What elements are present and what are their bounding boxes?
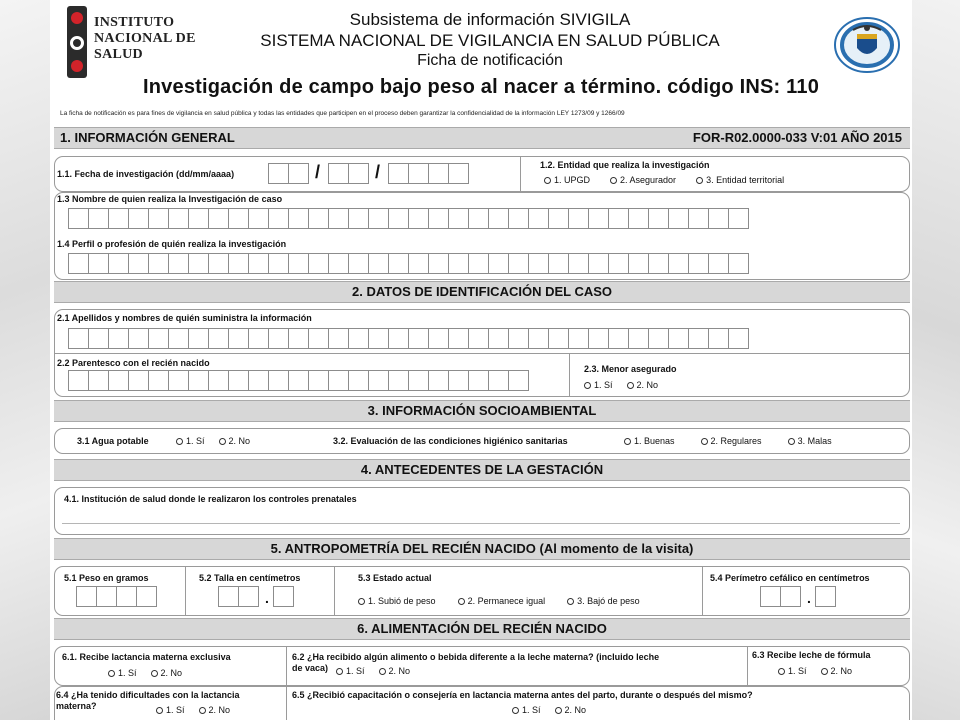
char-cell[interactable]: [188, 328, 209, 349]
section-6-title: 6. ALIMENTACIÓN DEL RECIÉN NACIDO: [357, 621, 607, 636]
q6-1-options: [108, 668, 182, 679]
char-cell[interactable]: [688, 208, 709, 229]
option-weight-up[interactable]: 1. Subió de peso: [358, 596, 436, 607]
option-formula-no[interactable]: 2. No: [821, 666, 853, 677]
char-cell[interactable]: [448, 370, 469, 391]
char-cell[interactable]: [368, 208, 389, 229]
char-cell[interactable]: [388, 328, 409, 349]
char-cell[interactable]: [108, 370, 129, 391]
height-decimal: .: [265, 590, 269, 606]
q1-1-label: 1.1. Fecha de investigación (dd/mm/aaaa): [57, 169, 235, 179]
char-cell[interactable]: [468, 328, 489, 349]
char-cell[interactable]: [228, 208, 249, 229]
char-cell[interactable]: [668, 253, 689, 274]
q6-5-options: [512, 705, 586, 716]
option-counseling-no[interactable]: 2. No: [555, 705, 587, 716]
form-title: Investigación de campo bajo peso al nacer a término. código INS: 110: [143, 76, 820, 98]
char-cell[interactable]: [628, 328, 649, 349]
q1-4-label: 1.4 Perfil o profesión de quién realiza la investigación: [57, 239, 287, 249]
q5-3-options: [358, 596, 640, 607]
option-other-food-no[interactable]: 2. No: [379, 666, 411, 677]
char-cell[interactable]: [328, 328, 349, 349]
char-cell[interactable]: [208, 253, 229, 274]
section-1-title: 1. INFORMACIÓN GENERAL: [60, 130, 235, 145]
char-cell[interactable]: [148, 328, 169, 349]
char-cell[interactable]: [108, 328, 129, 349]
char-cell[interactable]: [308, 253, 329, 274]
option-water-no[interactable]: 2. No: [219, 436, 251, 447]
char-cell[interactable]: [588, 253, 609, 274]
q5-1-label: 5.1 Peso en gramos: [64, 573, 149, 583]
char-cell[interactable]: [368, 370, 389, 391]
char-cell[interactable]: [608, 328, 629, 349]
header-form-type: Ficha de notificación: [417, 52, 563, 69]
q6-5-label: 6.5 ¿Recibió capacitación o consejería en lactancia materna antes del parto, durante o después del mismo?: [292, 690, 753, 700]
height-cells[interactable]: [219, 586, 259, 607]
q1-3-label: 1.3 Nombre de quien realiza la Investigación de caso: [57, 194, 283, 204]
option-exclusive-bf-yes[interactable]: 1. Sí: [108, 668, 137, 679]
option-hygiene-bad[interactable]: 3. Malas: [788, 436, 832, 447]
char-cell[interactable]: [648, 253, 669, 274]
char-cell[interactable]: [628, 208, 649, 229]
char-cell[interactable]: [728, 208, 749, 229]
q3-2-label: 3.2. Evaluación de las condiciones higiénico sanitarias: [333, 436, 568, 446]
char-cell[interactable]: [528, 253, 549, 274]
char-cell[interactable]: [448, 253, 469, 274]
char-cell[interactable]: [448, 208, 469, 229]
char-cell[interactable]: [348, 328, 369, 349]
char-cell[interactable]: [268, 208, 289, 229]
option-insured-yes[interactable]: 1. Sí: [584, 380, 613, 391]
q6-3-label: 6.3 Recibe leche de fórmula: [752, 650, 871, 660]
char-cell[interactable]: [728, 253, 749, 274]
q1-2-label: 1.2. Entidad que realiza la investigación: [540, 160, 710, 170]
q6-1-label: 6.1. Recibe lactancia materna exclusiva: [62, 652, 231, 662]
char-cell[interactable]: [228, 370, 249, 391]
q3-1-options: [176, 436, 250, 447]
q5-4-label: 5.4 Perímetro cefálico en centímetros: [710, 573, 870, 583]
char-cell[interactable]: [508, 328, 529, 349]
char-cell[interactable]: [708, 328, 729, 349]
char-cell[interactable]: [568, 253, 589, 274]
q1-2-options: [544, 175, 784, 186]
char-cell[interactable]: [368, 253, 389, 274]
char-cell[interactable]: [208, 370, 229, 391]
char-cell[interactable]: [88, 328, 109, 349]
section-3-title: 3. INFORMACIÓN SOCIOAMBIENTAL: [367, 403, 597, 418]
char-cell[interactable]: [588, 328, 609, 349]
weight-cells[interactable]: [77, 586, 157, 607]
char-cell[interactable]: [288, 370, 309, 391]
head-circ-cells[interactable]: [761, 586, 801, 607]
char-cell[interactable]: [188, 253, 209, 274]
char-cell[interactable]: [128, 253, 149, 274]
option-hygiene-good[interactable]: 1. Buenas: [624, 436, 675, 447]
char-cell[interactable]: [308, 370, 329, 391]
char-cell[interactable]: [708, 253, 729, 274]
section-1-header: [54, 127, 910, 149]
char-cell[interactable]: [488, 253, 509, 274]
q4-1-label: 4.1. Institución de salud donde le realizaron los controles prenatales: [64, 494, 357, 504]
q2-2-label: 2.2 Parentesco con el recién nacido: [57, 358, 210, 368]
option-asegurador[interactable]: 2. Asegurador: [610, 175, 676, 186]
char-cell[interactable]: [608, 253, 629, 274]
char-cell[interactable]: [548, 328, 569, 349]
char-cell[interactable]: [248, 370, 269, 391]
q6-3-options: [778, 666, 852, 677]
char-cell[interactable]: [88, 370, 109, 391]
investigator-profession-cells[interactable]: [69, 253, 749, 274]
char-cell[interactable]: [668, 208, 689, 229]
char-cell[interactable]: [68, 370, 89, 391]
q6-2-label: 6.2 ¿Ha recibido algún alimento o bebida diferente a la leche materna? (incluido leche de vaca): [292, 652, 660, 673]
section-5-title: 5. ANTROPOMETRÍA DEL RECIÉN NACIDO (Al momento de la visita): [270, 541, 694, 556]
char-cell[interactable]: [148, 253, 169, 274]
option-exclusive-bf-no[interactable]: 2. No: [151, 668, 183, 679]
char-cell[interactable]: [148, 370, 169, 391]
char-cell[interactable]: [568, 208, 589, 229]
ins-logo-text: INSTITUTO NACIONAL DE SALUD: [94, 15, 196, 62]
char-cell[interactable]: [388, 370, 409, 391]
char-cell[interactable]: [188, 370, 209, 391]
relationship-cells[interactable]: [69, 370, 529, 391]
section-6-header: [54, 618, 910, 640]
char-cell[interactable]: [108, 208, 129, 229]
char-cell[interactable]: [108, 253, 129, 274]
head-circ-decimal-cell[interactable]: [816, 586, 836, 607]
char-cell[interactable]: [648, 328, 669, 349]
char-cell[interactable]: [328, 253, 349, 274]
char-cell[interactable]: [448, 328, 469, 349]
char-cell[interactable]: [468, 253, 489, 274]
informant-name-cells[interactable]: [69, 328, 749, 349]
background-right: [910, 0, 960, 720]
colombia-seal-icon: [833, 16, 901, 74]
section-2-title: 2. DATOS DE IDENTIFICACIÓN DEL CASO: [351, 284, 613, 299]
option-entidad-territorial[interactable]: 3. Entidad territorial: [696, 175, 784, 186]
section-5-header: [54, 538, 910, 560]
option-water-yes[interactable]: 1. Sí: [176, 436, 205, 447]
char-cell[interactable]: [508, 253, 529, 274]
char-cell[interactable]: [188, 208, 209, 229]
q3-1-label: 3.1 Agua potable: [77, 436, 149, 446]
char-cell[interactable]: [588, 208, 609, 229]
char-cell[interactable]: [528, 328, 549, 349]
char-cell[interactable]: [208, 208, 229, 229]
char-cell[interactable]: [248, 253, 269, 274]
char-cell[interactable]: [148, 208, 169, 229]
date-day-cells[interactable]: [269, 163, 309, 184]
char-cell[interactable]: [288, 253, 309, 274]
option-hygiene-regular[interactable]: 2. Regulares: [701, 436, 762, 447]
char-cell[interactable]: [568, 328, 589, 349]
char-cell[interactable]: [408, 328, 429, 349]
char-cell[interactable]: [288, 328, 309, 349]
char-cell[interactable]: [648, 208, 669, 229]
char-cell[interactable]: [688, 253, 709, 274]
char-cell[interactable]: [88, 253, 109, 274]
char-cell[interactable]: [268, 370, 289, 391]
char-cell[interactable]: [168, 208, 189, 229]
char-cell[interactable]: [408, 208, 429, 229]
option-other-food-yes[interactable]: 1. Sí: [336, 666, 365, 677]
option-weight-same[interactable]: 2. Permanece igual: [458, 596, 546, 607]
char-cell[interactable]: [528, 208, 549, 229]
char-cell[interactable]: [608, 208, 629, 229]
header-system: SISTEMA NACIONAL DE VIGILANCIA EN SALUD PÚBLICA: [260, 31, 720, 50]
option-counseling-yes[interactable]: 1. Sí: [512, 705, 541, 716]
char-cell[interactable]: [248, 208, 269, 229]
char-cell[interactable]: [128, 328, 149, 349]
char-cell[interactable]: [548, 208, 569, 229]
char-cell[interactable]: [488, 208, 509, 229]
char-cell[interactable]: [508, 208, 529, 229]
option-insured-no[interactable]: 2. No: [627, 380, 659, 391]
option-upgd[interactable]: 1. UPGD: [544, 175, 590, 186]
char-cell[interactable]: [728, 328, 749, 349]
char-cell[interactable]: [428, 370, 449, 391]
option-difficulty-no[interactable]: 2. No: [199, 705, 231, 716]
height-decimal-cell[interactable]: [274, 586, 294, 607]
char-cell[interactable]: [408, 370, 429, 391]
q5-3-label: 5.3 Estado actual: [358, 573, 432, 583]
char-cell[interactable]: [168, 253, 189, 274]
char-cell[interactable]: [548, 253, 569, 274]
option-formula-yes[interactable]: 1. Sí: [778, 666, 807, 677]
header-subsystem: Subsistema de información SIVIGILA: [349, 10, 631, 29]
char-cell[interactable]: [328, 370, 349, 391]
char-cell[interactable]: [388, 253, 409, 274]
char-cell[interactable]: [488, 370, 509, 391]
date-separator: /: [315, 162, 321, 182]
section-4-title: 4. ANTECEDENTES DE LA GESTACIÓN: [360, 462, 604, 477]
char-cell[interactable]: [228, 253, 249, 274]
form-code: FOR-R02.0000-033 V:01 AÑO 2015: [692, 130, 902, 145]
char-cell[interactable]: [268, 253, 289, 274]
char-cell[interactable]: [348, 370, 369, 391]
investigator-name-cells[interactable]: [69, 208, 749, 229]
char-cell[interactable]: [88, 208, 109, 229]
char-cell[interactable]: [388, 208, 409, 229]
char-cell[interactable]: [328, 208, 349, 229]
date-month-cells[interactable]: [329, 163, 369, 184]
q2-3-options: [584, 380, 658, 391]
ins-logo-icon: [67, 6, 207, 78]
char-cell[interactable]: [68, 328, 89, 349]
q6-4-label: 6.4 ¿Ha tenido dificultades con la lactancia materna?: [56, 690, 240, 711]
char-cell[interactable]: [308, 328, 329, 349]
char-cell[interactable]: [288, 208, 309, 229]
char-cell[interactable]: [408, 253, 429, 274]
char-cell[interactable]: [128, 370, 149, 391]
char-cell[interactable]: [268, 328, 289, 349]
char-cell[interactable]: [248, 328, 269, 349]
q5-2-label: 5.2 Talla en centímetros: [199, 573, 301, 583]
char-cell[interactable]: [468, 208, 489, 229]
char-cell[interactable]: [68, 208, 89, 229]
char-cell[interactable]: [668, 328, 689, 349]
char-cell[interactable]: [308, 208, 329, 229]
q6-2-options: [336, 666, 410, 677]
char-cell[interactable]: [348, 253, 369, 274]
date-year-cells[interactable]: [389, 163, 469, 184]
char-cell[interactable]: [128, 208, 149, 229]
char-cell[interactable]: [428, 208, 449, 229]
char-cell[interactable]: [708, 208, 729, 229]
form-sheet: [50, 0, 912, 720]
background-left: [0, 0, 50, 720]
char-cell[interactable]: [368, 328, 389, 349]
q2-3-label: 2.3. Menor asegurado: [584, 364, 677, 374]
option-weight-down[interactable]: 3. Bajó de peso: [567, 596, 640, 607]
char-cell[interactable]: [468, 370, 489, 391]
q3-2-options: [624, 436, 832, 447]
date-separator: /: [375, 162, 381, 182]
q6-4-options: [156, 705, 230, 716]
char-cell[interactable]: [168, 328, 189, 349]
option-difficulty-yes[interactable]: 1. Sí: [156, 705, 185, 716]
char-cell[interactable]: [68, 253, 89, 274]
char-cell[interactable]: [428, 328, 449, 349]
char-cell[interactable]: [208, 328, 229, 349]
char-cell[interactable]: [688, 328, 709, 349]
char-cell[interactable]: [348, 208, 369, 229]
char-cell[interactable]: [508, 370, 529, 391]
char-cell[interactable]: [628, 253, 649, 274]
char-cell[interactable]: [488, 328, 509, 349]
section-2-header: [54, 281, 910, 303]
q2-1-label: 2.1 Apellidos y nombres de quién suministra la información: [57, 313, 312, 323]
char-cell[interactable]: [428, 253, 449, 274]
section-4-header: [54, 459, 910, 481]
confidentiality-notice: La ficha de notificación es para fines de vigilancia en salud pública y todas las entidades que participen en el proceso deben garantizar la confidencialidad de la información LEY 1273/09 y 1266/09: [60, 110, 625, 117]
q4-1-answer-line[interactable]: [62, 523, 900, 524]
char-cell[interactable]: [168, 370, 189, 391]
char-cell[interactable]: [228, 328, 249, 349]
section-3-header: [54, 400, 910, 422]
head-circ-decimal: .: [807, 590, 811, 606]
